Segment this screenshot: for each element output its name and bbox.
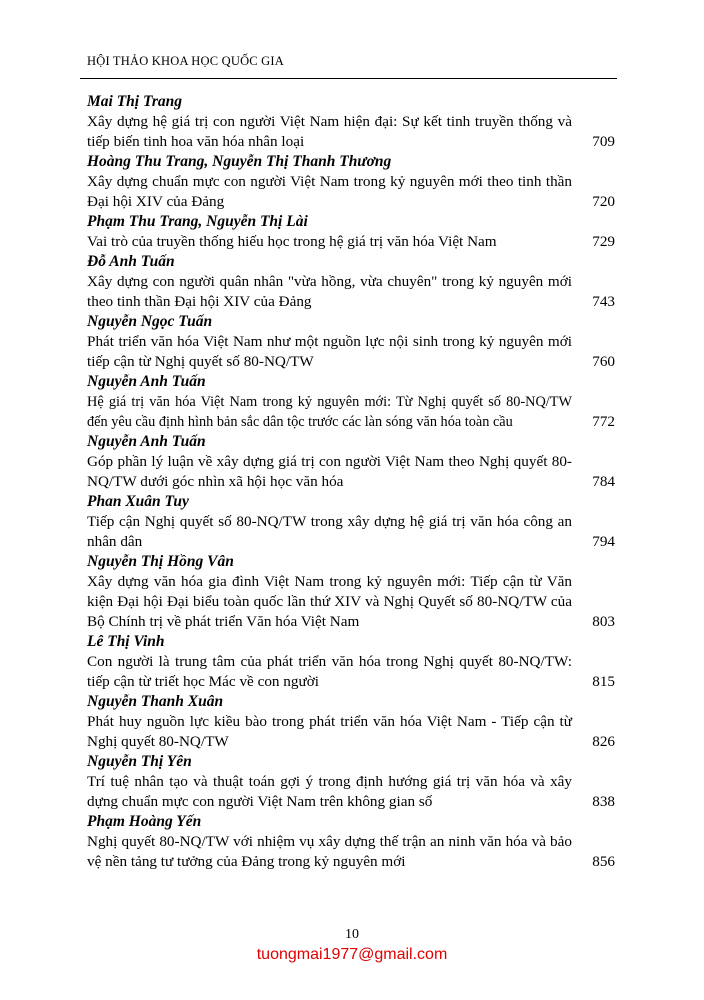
entry-author: Phạm Thu Trang, Nguyễn Thị Lài xyxy=(87,213,308,230)
entry-title: Xây dựng văn hóa gia đình Việt Nam trong kỷ nguyên mới: Tiếp cận từ Văn kiện Đại hội Đại biểu toàn quốc lần thứ XIV và Nghị Quyết số 80-NQ/TW của Bộ Chính trị về phát triển Văn hóa Việt Nam xyxy=(87,573,572,630)
entry-title-row xyxy=(87,512,615,552)
entry-page-number: 803 xyxy=(592,613,615,630)
entry-page-number: 815 xyxy=(592,673,615,690)
entry-author: Nguyễn Thị Hồng Vân xyxy=(87,553,234,570)
entry-page-number: 760 xyxy=(592,353,615,370)
entry-title-row xyxy=(87,832,615,872)
entry-title: Con người là trung tâm của phát triển văn hóa trong Nghị quyết 80-NQ/TW: tiếp cận từ triết học Mác về con người xyxy=(87,653,572,690)
entry-title-row xyxy=(87,712,615,752)
page-number: 10 xyxy=(345,927,359,942)
entry-title-row xyxy=(87,572,615,632)
header-rule xyxy=(80,78,617,79)
toc-entry xyxy=(87,372,615,432)
toc-entry xyxy=(87,92,615,152)
entry-title-row xyxy=(87,392,615,432)
toc-entry xyxy=(87,752,615,812)
entry-page-number: 729 xyxy=(592,233,615,250)
entry-title-row xyxy=(87,332,615,372)
entry-title: Vai trò của truyền thống hiếu học trong hệ giá trị văn hóa Việt Nam xyxy=(87,233,497,250)
entry-author: Nguyễn Ngọc Tuấn xyxy=(87,313,213,330)
toc-entry xyxy=(87,152,615,212)
email-watermark: tuongmai1977@gmail.com xyxy=(256,946,448,963)
toc-entry xyxy=(87,552,615,632)
entry-author: Nguyễn Thị Yên xyxy=(87,753,192,770)
toc-entry xyxy=(87,312,615,372)
entry-page-number: 709 xyxy=(592,133,615,150)
entry-page-number: 826 xyxy=(592,733,615,750)
entry-title-row xyxy=(87,172,615,212)
toc-entry xyxy=(87,432,615,492)
entry-title-row xyxy=(87,232,615,252)
entry-title: Xây dựng con người quân nhân "vừa hồng, vừa chuyên" trong kỷ nguyên mới theo tinh thần Đại hội XIV của Đảng xyxy=(87,273,572,310)
entry-title: Xây dựng chuẩn mực con người Việt Nam trong kỷ nguyên mới theo tinh thần Đại hội XIV của Đảng xyxy=(87,173,572,210)
entry-title: Nghị quyết 80-NQ/TW với nhiệm vụ xây dựng thế trận an ninh văn hóa và bảo vệ nền tảng tư tưởng của Đảng trong kỷ nguyên mới xyxy=(87,833,572,870)
entry-author: Nguyễn Thanh Xuân xyxy=(87,693,224,710)
toc-entry xyxy=(87,212,615,252)
entry-author: Hoàng Thu Trang, Nguyễn Thị Thanh Thương xyxy=(87,153,392,170)
entry-title: Phát huy nguồn lực kiều bào trong phát triển văn hóa Việt Nam - Tiếp cận từ Nghị quyết 80-NQ/TW xyxy=(87,713,572,750)
entry-page-number: 743 xyxy=(592,293,615,310)
entry-page-number: 794 xyxy=(592,533,615,550)
entry-title: Phát triển văn hóa Việt Nam như một nguồn lực nội sinh trong kỷ nguyên mới tiếp cận từ Nghị quyết số 80-NQ/TW xyxy=(87,333,572,370)
entry-title: Xây dựng hệ giá trị con người Việt Nam hiện đại: Sự kết tinh truyền thống và tiếp biến tinh hoa văn hóa nhân loại xyxy=(87,113,572,150)
entry-author: Mai Thị Trang xyxy=(87,93,183,110)
entry-title: Hệ giá trị văn hóa Việt Nam trong kỷ nguyên mới: Từ Nghị quyết số 80-NQ/TW đến yêu cầu định hình bản sắc dân tộc trước các làn sóng văn hóa toàn cầu xyxy=(87,394,572,430)
entry-page-number: 720 xyxy=(592,193,615,210)
entry-title: Tiếp cận Nghị quyết số 80-NQ/TW trong xây dựng hệ giá trị văn hóa công an nhân dân xyxy=(87,513,572,550)
entry-author: Đỗ Anh Tuấn xyxy=(87,253,175,270)
toc-entry xyxy=(87,632,615,692)
entry-author: Phạm Hoàng Yến xyxy=(87,813,202,830)
entry-title-row xyxy=(87,772,615,812)
entry-title-row xyxy=(87,452,615,492)
entry-title: Trí tuệ nhân tạo và thuật toán gợi ý trong định hướng giá trị văn hóa và xây dựng chuẩn mực con người Việt Nam trên không gian số xyxy=(87,773,572,810)
entry-page-number: 772 xyxy=(592,413,615,430)
entry-title-row xyxy=(87,272,615,312)
table-of-contents xyxy=(87,92,615,872)
toc-entry xyxy=(87,252,615,312)
entry-title-row xyxy=(87,112,615,152)
entry-author: Lê Thị Vinh xyxy=(87,633,165,650)
entry-author: Phan Xuân Tuy xyxy=(87,493,189,510)
entry-title: Góp phần lý luận về xây dựng giá trị con người Việt Nam theo Nghị quyết 80-NQ/TW dưới góc nhìn xã hội học văn hóa xyxy=(87,453,572,490)
entry-page-number: 838 xyxy=(592,793,615,810)
running-header: HỘI THẢO KHOA HỌC QUỐC GIA xyxy=(87,54,284,68)
entry-page-number: 784 xyxy=(592,473,615,490)
entry-author: Nguyễn Anh Tuấn xyxy=(87,433,206,450)
entry-author: Nguyễn Anh Tuấn xyxy=(87,373,206,390)
toc-entry xyxy=(87,812,615,872)
entry-page-number: 856 xyxy=(592,853,615,870)
entry-title-row xyxy=(87,652,615,692)
toc-entry xyxy=(87,692,615,752)
toc-entry xyxy=(87,492,615,552)
